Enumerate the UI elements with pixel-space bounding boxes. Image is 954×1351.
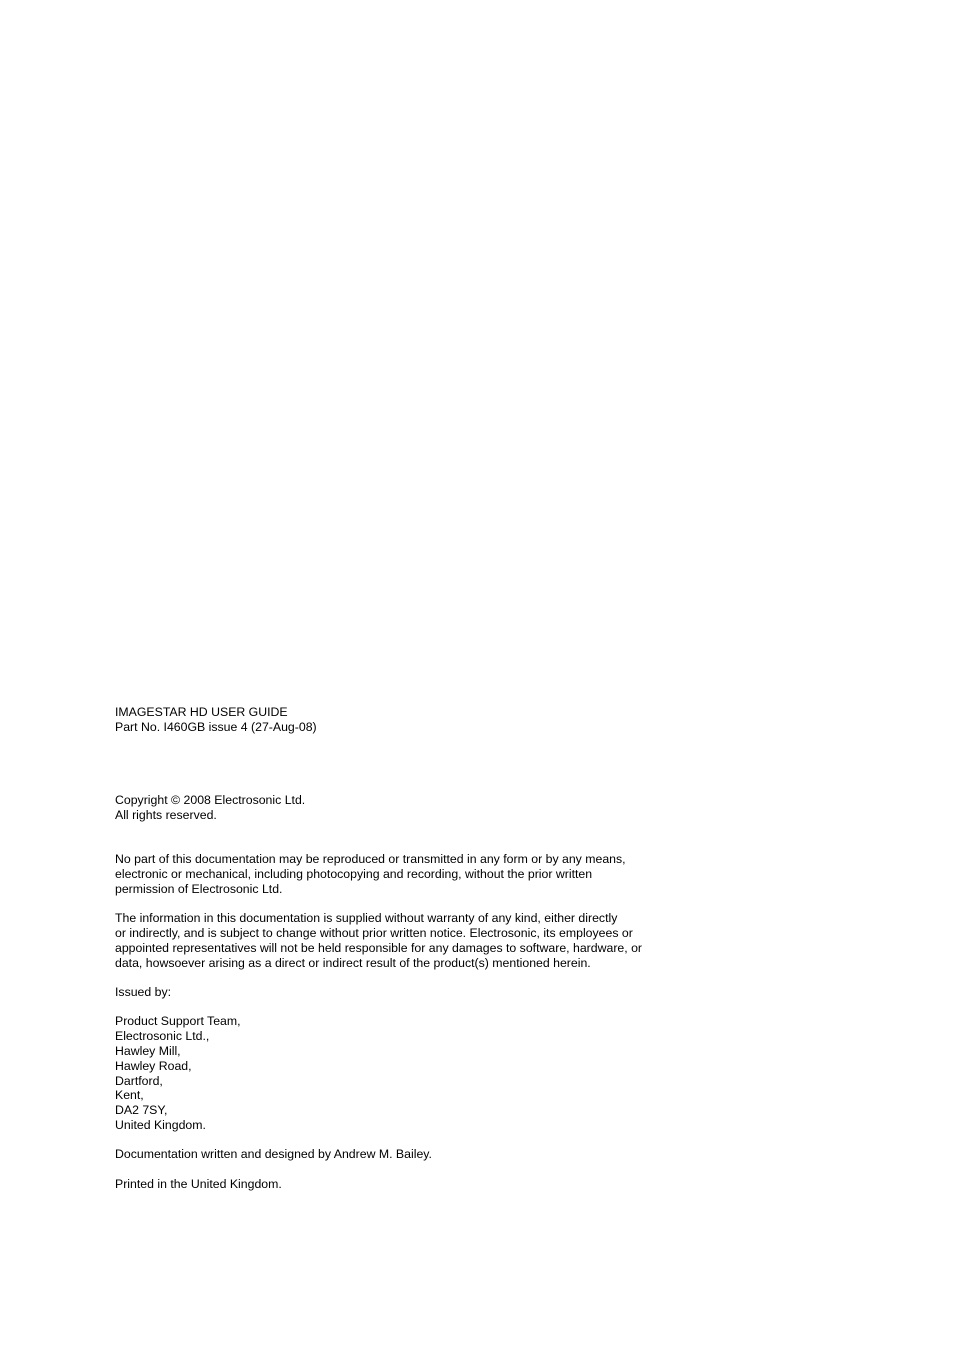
address-block <box>115 1014 735 1133</box>
address-line: Dartford, <box>115 1073 163 1088</box>
address-line: Kent, <box>115 1088 144 1103</box>
author-credit: Documentation written and designed by Andrew M. Bailey. <box>115 1147 432 1161</box>
author-credit-block <box>115 1147 735 1162</box>
issued-by-block <box>115 985 735 1000</box>
reproduction-notice <box>115 852 735 897</box>
document-title: IMAGESTAR HD USER GUIDE <box>115 705 288 719</box>
warranty-line: appointed representatives will not be held responsible for any damages to software, hardware, or <box>115 940 643 955</box>
warranty-line: The information in this documentation is supplied without warranty of any kind, either directly <box>115 911 618 925</box>
reproduction-line: permission of Electrosonic Ltd. <box>115 881 283 896</box>
copyright-notice: Copyright © 2008 Electrosonic Ltd. <box>115 793 306 807</box>
warranty-line: or indirectly, and is subject to change without prior written notice. Electrosonic, its employees or <box>115 925 633 940</box>
address-line: Product Support Team, <box>115 1014 241 1028</box>
part-number: Part No. I460GB issue 4 (27-Aug-08) <box>115 719 317 734</box>
reproduction-line: electronic or mechanical, including photocopying and recording, without the prior written <box>115 866 593 881</box>
title-block <box>115 705 735 735</box>
issued-by-label: Issued by: <box>115 985 172 999</box>
printed-in-block <box>115 1177 735 1192</box>
address-line: Hawley Mill, <box>115 1043 181 1058</box>
reproduction-line: No part of this documentation may be reproduced or transmitted in any form or by any means, <box>115 852 626 866</box>
rights-reserved: All rights reserved. <box>115 807 217 822</box>
address-line: DA2 7SY, <box>115 1103 168 1118</box>
address-line: Electrosonic Ltd., <box>115 1028 210 1043</box>
warranty-notice <box>115 911 735 971</box>
address-line: Hawley Road, <box>115 1058 192 1073</box>
warranty-line: data, howsoever arising as a direct or indirect result of the product(s) mentioned herein. <box>115 955 591 970</box>
printed-in: Printed in the United Kingdom. <box>115 1177 282 1191</box>
copyright-block <box>115 793 735 823</box>
address-line: United Kingdom. <box>115 1118 206 1133</box>
